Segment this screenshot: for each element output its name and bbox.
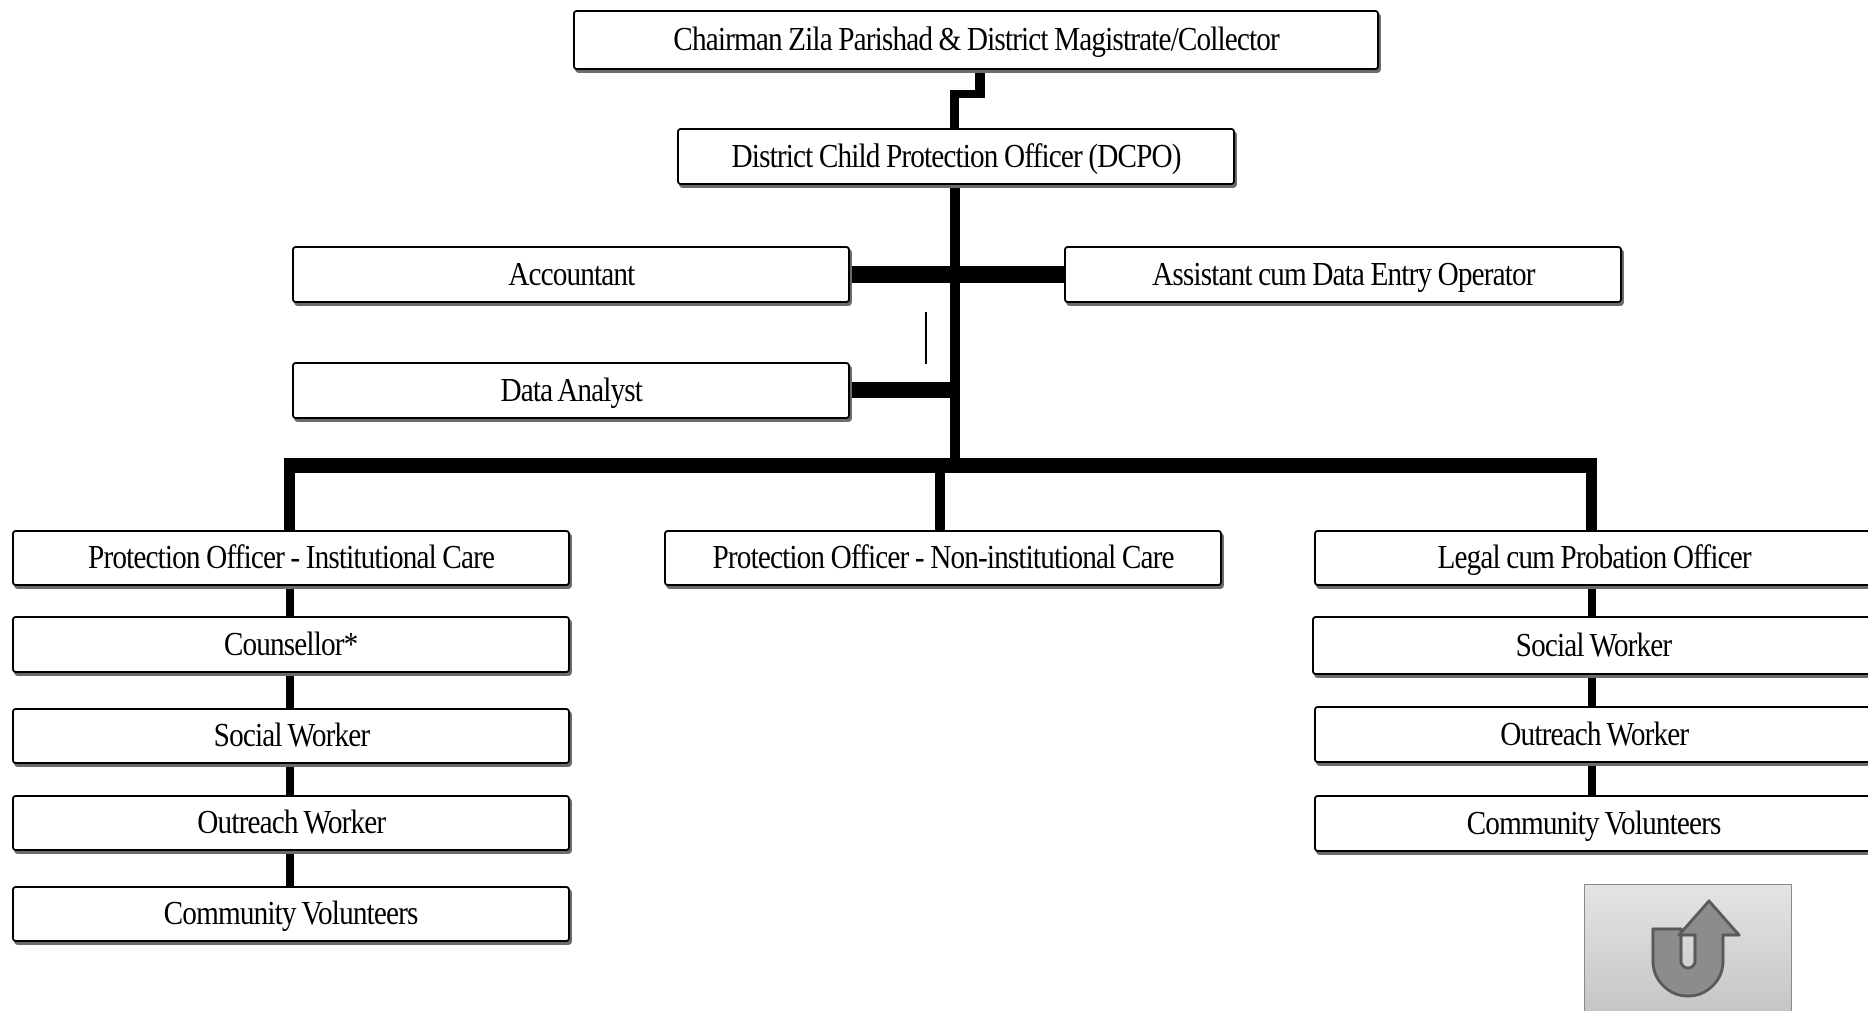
connector-drop-left	[284, 458, 295, 530]
node-legal-probation-officer	[1314, 530, 1868, 586]
connector-drop-middle	[935, 458, 945, 530]
node-dcpo	[677, 128, 1235, 185]
node-right-social-worker-label: Social Worker	[1515, 626, 1671, 664]
node-protection-officer-non-institutional	[664, 530, 1222, 586]
node-right-community-volunteers-label: Community Volunteers	[1467, 804, 1721, 842]
connector-thin-marker	[925, 312, 927, 364]
node-counsellor-label: Counsellor*	[224, 625, 358, 663]
connector-main-trunk	[950, 182, 960, 458]
node-chairman-label: Chairman Zila Parishad & District Magistrate/Collector	[673, 21, 1279, 58]
node-right-social-worker	[1312, 616, 1868, 675]
node-accountant	[292, 246, 850, 303]
node-data-analyst	[292, 362, 850, 419]
node-dcpo-label: District Child Protection Officer (DCPO)	[731, 137, 1181, 175]
node-protection-officer-institutional-label: Protection Officer - Institutional Care	[87, 539, 495, 576]
node-left-community-volunteers	[12, 886, 570, 942]
node-protection-officer-institutional	[12, 530, 570, 586]
node-assistant	[1064, 246, 1622, 303]
connector-to-dcpo	[950, 90, 959, 128]
node-data-analyst-label: Data Analyst	[500, 371, 642, 409]
node-right-community-volunteers	[1314, 795, 1868, 852]
return-button[interactable]	[1584, 884, 1792, 1011]
connector-analyst-branch	[850, 382, 955, 398]
u-turn-arrow-icon	[1635, 895, 1741, 1001]
node-left-outreach-worker-label: Outreach Worker	[197, 804, 385, 841]
connector-drop-right	[1586, 458, 1597, 530]
node-accountant-label: Accountant	[507, 255, 635, 293]
node-left-community-volunteers-label: Community Volunteers	[164, 895, 418, 932]
node-left-social-worker	[12, 708, 570, 764]
node-left-outreach-worker	[12, 795, 570, 851]
node-assistant-label: Assistant cum Data Entry Operator	[1151, 255, 1535, 293]
node-counsellor	[12, 616, 570, 673]
node-chairman	[573, 10, 1379, 70]
connector-staff-branch	[850, 266, 1064, 283]
connector-right-column	[1588, 580, 1596, 800]
node-protection-officer-non-institutional-label: Protection Officer - Non-institutional Care	[712, 539, 1174, 576]
node-right-outreach-worker-label: Outreach Worker	[1500, 715, 1688, 753]
node-left-social-worker-label: Social Worker	[213, 717, 369, 754]
node-right-outreach-worker	[1314, 706, 1868, 763]
node-legal-probation-officer-label: Legal cum Probation Officer	[1437, 539, 1751, 576]
